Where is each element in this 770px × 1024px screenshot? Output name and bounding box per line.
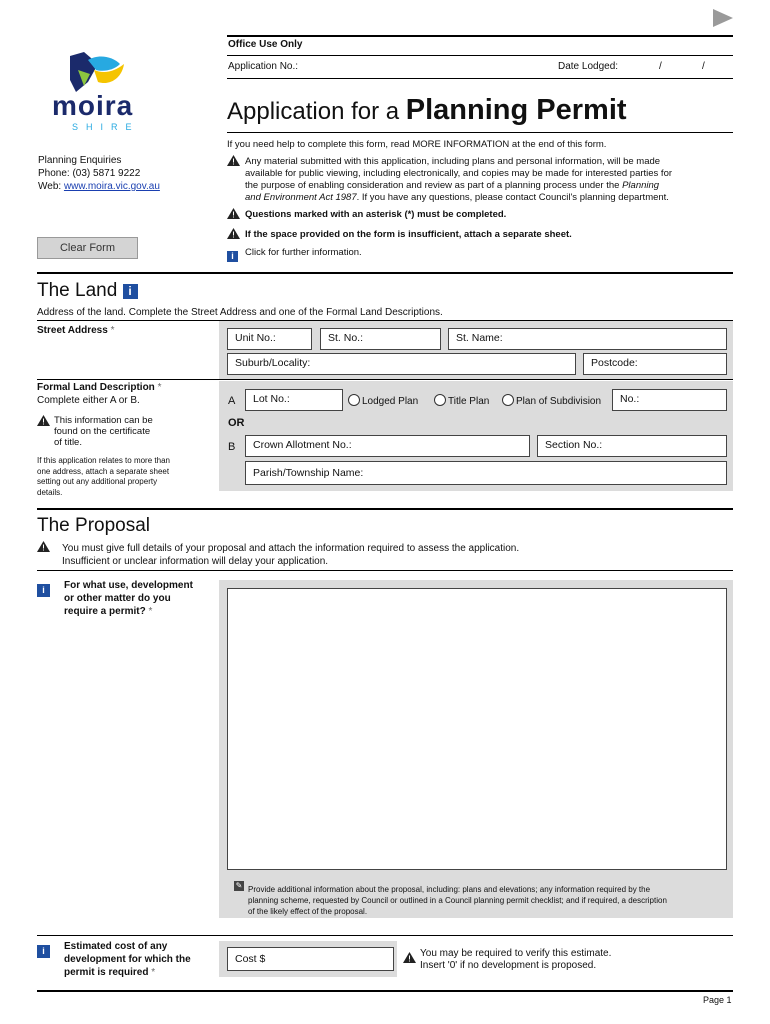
- logo-subtext: SHIRE: [72, 122, 140, 132]
- option-a-label: A: [228, 395, 236, 407]
- info-icon[interactable]: [227, 246, 238, 264]
- question-line: [64, 966, 191, 979]
- info-icon-glyph[interactable]: i: [37, 945, 50, 958]
- required-star: *: [148, 606, 153, 617]
- multi-line: details.: [37, 487, 63, 497]
- radio-label: Lodged Plan: [362, 396, 419, 407]
- web-line: [38, 181, 160, 192]
- info-icon-glyph[interactable]: i: [37, 584, 50, 597]
- question-line: development for which the: [64, 954, 191, 965]
- phone-number: Phone: (03) 5871 9222: [38, 168, 141, 179]
- radio-label: Plan of Subdivision: [516, 396, 602, 407]
- warning-icon: [227, 153, 240, 171]
- formal-land-label: [37, 382, 161, 393]
- warning-line: Insufficient or unclear information will delay your application.: [62, 556, 329, 567]
- warning-icon: [227, 206, 240, 224]
- material-text: . If you have any questions, please contact Council's planning department.: [356, 192, 669, 203]
- material-line: [245, 192, 672, 204]
- parish-township-field[interactable]: Parish/Township Name:: [245, 461, 727, 485]
- multi-line: one address, attach a separate sheet: [37, 466, 170, 476]
- question-line: Estimated cost of any: [64, 941, 168, 952]
- cert-line: This information can be: [54, 415, 153, 426]
- land-title-text: The Land: [37, 280, 118, 301]
- note-line: of the likely effect of the proposal.: [248, 907, 368, 916]
- cost-field[interactable]: Cost $: [227, 947, 394, 971]
- lot-no-field[interactable]: Lot No.:: [245, 389, 343, 411]
- verify-line: Insert '0' if no development is proposed.: [420, 960, 597, 971]
- asterisk-notice: Questions marked with an asterisk (*) must be completed.: [245, 209, 507, 220]
- verify-note: [420, 948, 611, 972]
- lodged-plan-radio[interactable]: [348, 394, 418, 407]
- material-line: Any material submitted with this application, including plans and personal information, will be made: [245, 156, 661, 167]
- info-icon[interactable]: [37, 580, 50, 598]
- material-text: the purpose of enabling consideration and review as part of a planning process under the: [245, 180, 623, 191]
- certificate-note: [54, 415, 153, 448]
- radio-icon[interactable]: [434, 394, 446, 406]
- required-star: *: [157, 382, 162, 393]
- cert-line: of title.: [54, 437, 82, 448]
- radio-label: Title Plan: [448, 396, 490, 407]
- act-name: and Environment Act 1987: [245, 192, 357, 203]
- application-no-label[interactable]: Application No.:: [228, 61, 299, 72]
- note-line: Provide additional information about the proposal, including: plans and elevations; any information required by the: [248, 885, 651, 894]
- radio-icon[interactable]: [348, 394, 360, 406]
- clear-form-button[interactable]: Clear Form: [37, 237, 138, 259]
- warning-icon: [403, 950, 416, 968]
- title-main: Planning Permit: [405, 94, 627, 126]
- click-info-text: Click for further information.: [245, 247, 362, 258]
- option-b-label: B: [228, 441, 236, 453]
- plan-of-subdivision-radio[interactable]: [502, 394, 601, 407]
- info-icon-glyph[interactable]: i: [227, 251, 238, 262]
- crown-allotment-field[interactable]: Crown Allotment No.:: [245, 435, 530, 457]
- planning-enquiries: Planning Enquiries: [38, 155, 122, 166]
- unit-no-field[interactable]: Unit No.:: [227, 328, 312, 350]
- warning-line: You must give full details of your proposal and attach the information required to assess the application.: [62, 543, 520, 554]
- proposal-textarea[interactable]: [227, 588, 727, 870]
- info-icon[interactable]: [37, 941, 50, 959]
- multi-address-note: [37, 456, 170, 498]
- next-page-arrow-icon[interactable]: [713, 9, 733, 27]
- question-line: [64, 605, 193, 618]
- title-prefix: Application for a: [227, 98, 406, 125]
- question-line: For what use, development: [64, 580, 193, 591]
- required-star: *: [151, 967, 156, 978]
- office-use-title: Office Use Only: [228, 39, 303, 50]
- material-notice: [245, 156, 672, 204]
- proposal-note: [248, 884, 667, 917]
- formal-label-text: Formal Land Description: [37, 382, 155, 393]
- land-section-title: [37, 280, 138, 302]
- act-name: Planning: [622, 180, 660, 191]
- land-description: Address of the land. Complete the Street Address and one of the Formal Land Descriptions.: [37, 307, 443, 318]
- land-info-icon[interactable]: i: [123, 284, 138, 299]
- web-prefix: Web:: [38, 181, 64, 192]
- street-address-label: [37, 325, 114, 336]
- date-slash: /: [659, 61, 662, 72]
- proposal-warning: [62, 542, 519, 568]
- warning-icon: [37, 413, 50, 431]
- page-number: Page 1: [703, 995, 732, 1005]
- logo-wordmark: moira: [52, 90, 134, 121]
- cert-line: found on the certificate: [54, 426, 151, 437]
- question-line: or other matter do you: [64, 593, 171, 604]
- verify-line: You may be required to verify this estimate.: [420, 948, 612, 959]
- multi-line: setting out any additional property: [37, 477, 158, 486]
- question-text: permit is required: [64, 967, 149, 978]
- title-plan-radio[interactable]: [434, 394, 489, 407]
- plan-no-field[interactable]: No.:: [612, 389, 727, 411]
- postcode-field[interactable]: Postcode:: [583, 353, 727, 375]
- question-text: require a permit?: [64, 606, 146, 617]
- street-label-text: Street Address: [37, 325, 108, 336]
- warning-icon: [37, 539, 50, 557]
- street-no-field[interactable]: St. No.:: [320, 328, 441, 350]
- date-slash: /: [702, 61, 705, 72]
- website-link[interactable]: www.moira.vic.gov.au: [63, 181, 160, 192]
- or-label: OR: [228, 417, 245, 429]
- cost-question: [64, 940, 191, 979]
- note-icon: ✎: [235, 881, 243, 890]
- help-text: If you need help to complete this form, read MORE INFORMATION at the end of this form.: [227, 139, 607, 150]
- material-line: [245, 180, 672, 192]
- multi-line: If this application relates to more than: [37, 456, 170, 465]
- section-no-field[interactable]: Section No.:: [537, 435, 727, 457]
- radio-icon[interactable]: [502, 394, 514, 406]
- page-title: [227, 94, 627, 127]
- proposal-section-title: The Proposal: [37, 515, 151, 536]
- date-lodged-label[interactable]: Date Lodged:: [558, 61, 619, 72]
- note-line: planning scheme, requested by Council or outlined in a Council planning permit checklist; and if required, a description: [248, 896, 667, 905]
- warning-icon: [227, 226, 240, 244]
- street-name-field[interactable]: St. Name:: [448, 328, 727, 350]
- formal-land-sub: Complete either A or B.: [37, 395, 140, 406]
- use-question: [64, 579, 193, 618]
- required-star: *: [110, 325, 115, 336]
- suburb-field[interactable]: Suburb/Locality:: [227, 353, 576, 375]
- space-notice: If the space provided on the form is insufficient, attach a separate sheet.: [245, 229, 572, 240]
- material-line: available for public viewing, including electronically, and copies may be made for interested parties for: [245, 168, 673, 179]
